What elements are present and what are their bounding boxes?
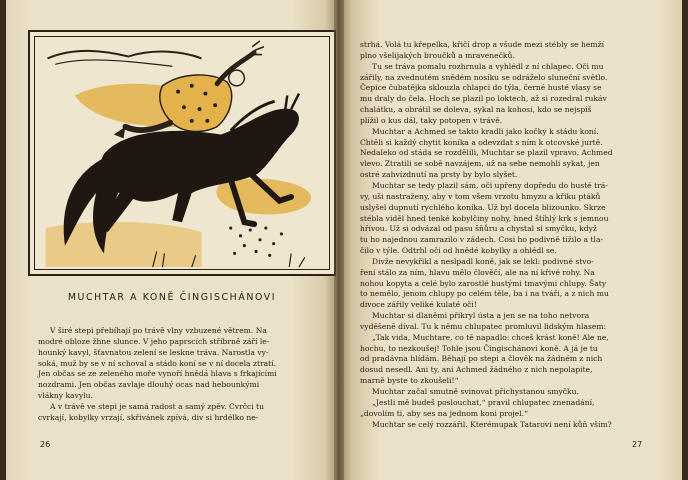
illustration-frame <box>34 36 330 270</box>
text-line: divoce zářily veliké kulaté oči! <box>360 300 477 310</box>
text-line: zářily, na zvednutém snědém nosíku se odráželo sluneční světlo. <box>360 72 608 82</box>
text-line: hounký kavyl, šťavnatou zelení se leskne tráva. Narostla vy- <box>38 347 269 357</box>
text-line: Muchtar a Achmed se takto kradli jako kočky k stádu koní. <box>372 126 599 136</box>
text-line: modré obloze žhne slunce. V jeho paprscích stříbrně září le- <box>38 336 270 346</box>
text-line: ostré zahvízdnutí na prsty by bylo slyšet. <box>360 170 518 180</box>
text-line: vyděšeně díval. Tu k němu chlupatec promluvil lidským hlasem: <box>360 321 607 331</box>
chapter-title: MUCHTAR A KONĚ ČINGISCHÁNOVI <box>67 292 277 303</box>
text-line: mu draly do čela. Hoch se plazil po loktech, až si rozedral rukáv <box>360 94 607 104</box>
text-line: nohou kopyta a celé bylo zarostlé hustými tmavými chlupy. Šaty <box>360 278 607 288</box>
text-line: Chtěli si každý chytit koníka a odevzdat s ním k otcovské jurtě. <box>360 137 603 147</box>
text-line: plno všelijakých broučků a mravenečků. <box>360 50 515 60</box>
text-line: Divže nevykřikl a neslpadl koně, jak se lekl: podivné stvo- <box>372 256 594 266</box>
text-line: plížil o kus dál, taky potopen v trávě. <box>360 115 503 125</box>
page-number-left: 26 <box>40 440 51 449</box>
text-line: tu ho najednou zamrazilo v zádech. Cosi ho podivně tížilo a tla- <box>360 235 604 245</box>
text-line: hřívou. Už si odvázal od pasu šňůru a chystal si smyčku, když <box>360 224 597 234</box>
text-line: Jen občas se ze zeleného moře vynoří hnědá hlava s frkajícími <box>38 369 277 379</box>
book-gutter <box>334 0 344 480</box>
text-line: „Tak vida, Muchtare, co tě napadlo: chceš krást koně! Ale ne, <box>372 332 609 342</box>
right-body-text <box>360 40 666 430</box>
text-line: Muchtar začal smutně svinovat přichystanou smyčku. <box>372 387 579 396</box>
horse-rider-illustration <box>35 37 329 269</box>
text-line: dosud nesedl. Ani ty, ani Achmed žádného z nich nepolapíte, <box>360 365 593 375</box>
page-number-right: 27 <box>632 440 643 449</box>
text-line: Čepice čubatějka sklouzla chlapci do týla, černé husté vlasy se <box>360 83 602 93</box>
text-line: strhá. Volá tu křepelka, křičí drop a všude mezi stébly se hemží <box>360 40 605 49</box>
text-line: „dovolím ti, aby ses na jednom koni projel.“ <box>360 408 528 418</box>
right-page <box>338 0 682 480</box>
text-line: uslyšel dupnutí rychlého koníka. Už byl docela blizounko. Skrze <box>360 202 606 212</box>
text-line: nozdrami. Jen občas zavlaje dlouhý ocas nad hebounkými <box>38 380 260 390</box>
text-line: Nedaleko od stáda se rozdělili, Muchtar se plazil vpravo, Achmed <box>360 148 613 158</box>
text-line: od pradávna hlídám. Běhají po stepi a člověk na žádném z nich <box>360 354 603 364</box>
text-line: „Jestli mě budeš poslouchat,“ pravil chlupatec znenadání, <box>372 397 595 407</box>
text-line: ření stálo za ním, hlavu mělo člověčí, ale na ní křivé rohy. Na <box>360 267 595 277</box>
text-line: to nemělo, jenom chlupy po celém těle, ba i na tváři, a z nich mu <box>360 289 609 299</box>
text-line: stébla viděl hned tenké kobylčiny nohy, hned štíhlý krk s jemnou <box>360 213 609 223</box>
text-line: vlevo. Ztratili se sobě navzájem, už na sebe nemohli sykat, jen <box>360 159 600 169</box>
text-line: marně byste to zkoušeli!“ <box>360 376 459 386</box>
text-line: hochu, to nezkoušej! Tohle jsou Čingischánovi koně. A já je tu <box>360 343 598 353</box>
text-line: čilo v týle. Odtrhl oči od hnědé kobylky a ohlédl se. <box>360 246 557 256</box>
text-line: vy, uši nastraženy, aby v tom všem vrzotu hmyzu a křiku ptáků <box>360 191 601 201</box>
book-spread <box>6 0 682 480</box>
left-page <box>6 0 338 480</box>
text-line: Muchtar se tedy plazil sám, oči upřeny dopředu do husté trá- <box>372 180 608 190</box>
left-body-text <box>38 326 326 424</box>
chapter-illustration <box>28 30 336 276</box>
text-line: Tu se tráva pomalu rozhrnula a vyhlédl z ní chlapec. Oči mu <box>372 61 604 71</box>
text-line: soká, muž by se v ní schoval a stádo koní se v ní docela ztratí. <box>38 358 277 368</box>
text-line: Muchtar se celý rozzářil. Kterémupak Tatarovi není kůň vším? <box>372 419 612 429</box>
text-line: cvrkají, kobylky vrzají, skřivánek zpívá, div si hrdélko ne- <box>38 412 259 422</box>
text-line: vlákny kavylu. <box>38 391 93 401</box>
text-line: Muchtar si dlaněmi přikryl ústa a jen se na toho netvora <box>372 311 590 321</box>
text-line: chalátku, a obrátil se doleva, sykal na kohosi, kdo se nejspíš <box>360 105 592 115</box>
text-line: V širé stepi přebíhají po trávě vlny vzbuzené větrem. Na <box>50 326 267 335</box>
text-line: A v trávě ve stepi je samá radost a samý zpěv. Cvrčci tu <box>50 401 264 411</box>
